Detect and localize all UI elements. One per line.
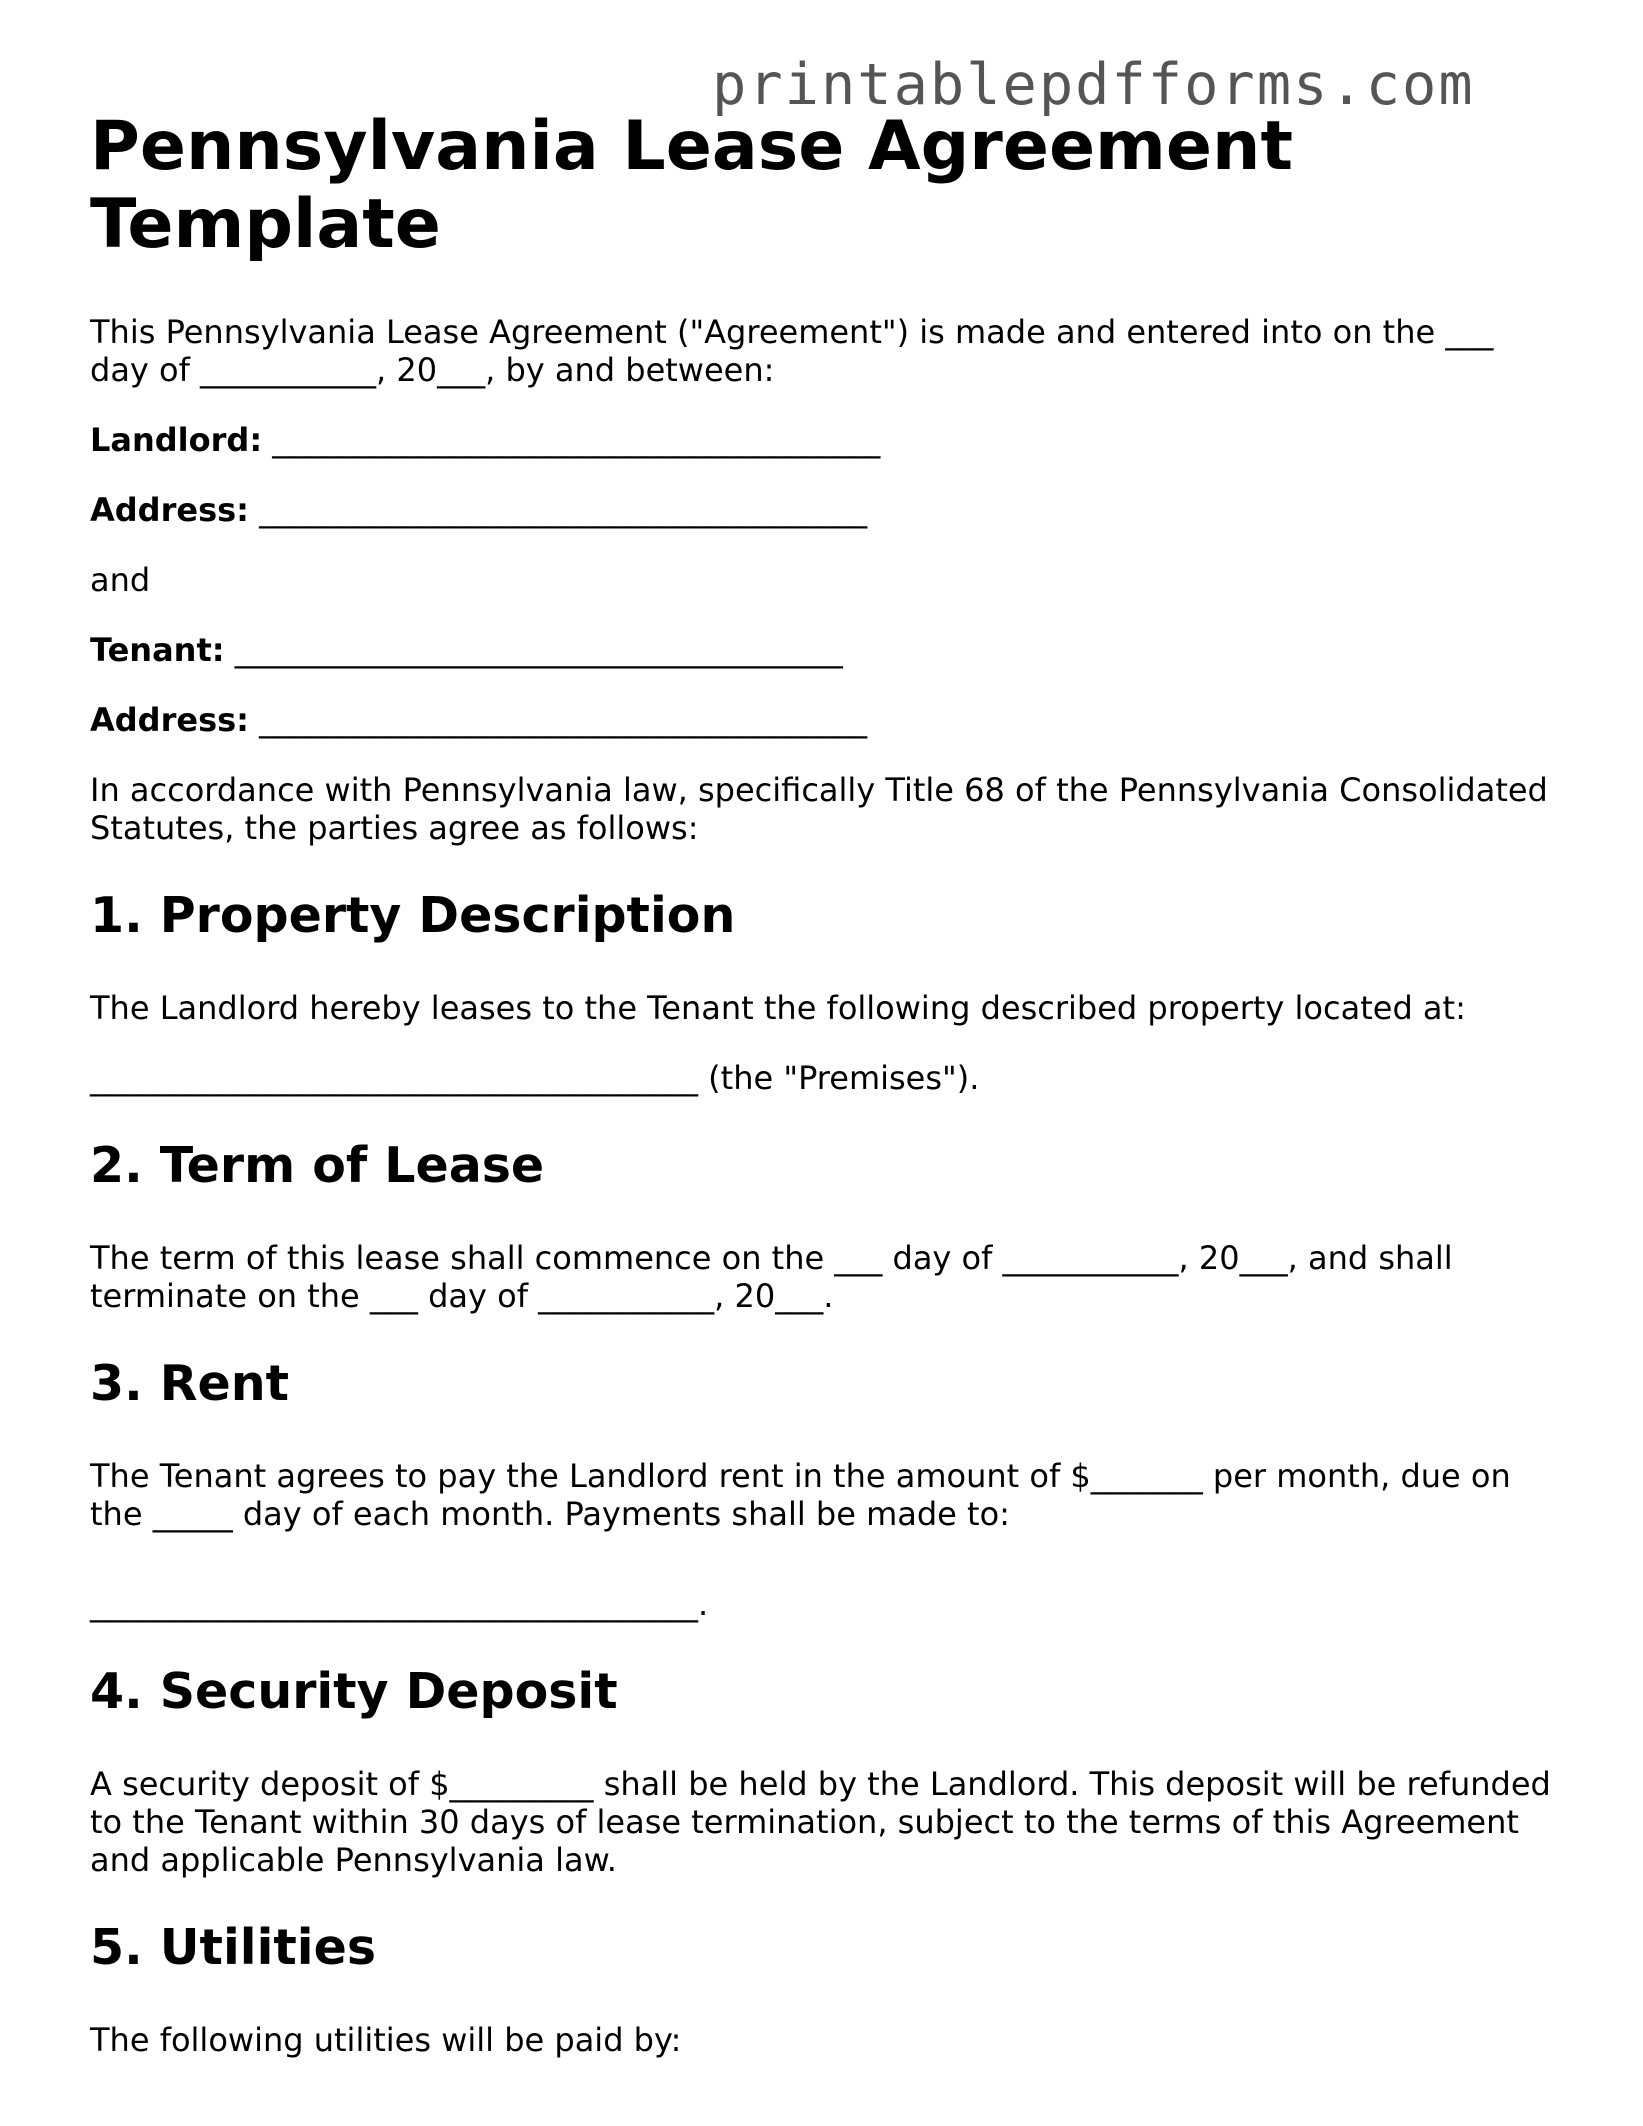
tenant-field [90,631,1560,669]
section-heading-deposit: 4. Security Deposit [90,1663,618,1720]
tenant-address-blank: ______________________________________ [248,701,868,739]
property-paragraph: The Landlord hereby leases to the Tenant the following described property located at: [90,989,1466,1027]
deposit-paragraph: A security deposit of $_________ shall be held by the Landlord. This deposit will be refunded to the Tenant within 30 days of lease termination, subject to the terms of this Agreement and applicable Pennsylvania law. [90,1765,1551,1879]
and-text: and [90,561,151,599]
section-heading-term: 2. Term of Lease [90,1137,545,1194]
tenant-address-label: Address: [90,701,249,739]
tenant-address-field [90,701,1560,739]
utilities-paragraph: The following utilities will be paid by: [90,2021,682,2059]
term-paragraph: The term of this lease shall commence on the ___ day of ___________, 20___, and shall terminate on the ___ day of ___________, 20___. [90,1239,1453,1315]
tenant-label: Tenant: [90,631,225,669]
document-page [90,108,1560,2059]
premises-blank-line: ______________________________________ (the "Premises"). [90,1059,980,1097]
document-title: Pennsylvania Lease Agreement Template [90,107,1293,264]
landlord-address-label: Address: [90,491,249,529]
landlord-label: Landlord: [90,421,263,459]
landlord-address-blank: ______________________________________ [248,491,868,529]
intro-paragraph: This Pennsylvania Lease Agreement ("Agreement") is made and entered into on the ___ day of ___________, 20___, by and between: [90,313,1494,389]
section-heading-utilities: 5. Utilities [90,1919,376,1976]
rent-paragraph: The Tenant agrees to pay the Landlord rent in the amount of $_______ per month, due on the _____ day of each month. Payments shall be made to: [90,1457,1511,1533]
landlord-address-field [90,491,1560,529]
watermark: printablepdfforms.com [712,52,1475,118]
payee-blank-line: ______________________________________. [90,1585,709,1623]
section-heading-rent: 3. Rent [90,1355,290,1412]
section-heading-property: 1. Property Description [90,887,736,944]
tenant-blank: ______________________________________ [224,631,843,669]
landlord-blank: ______________________________________ [262,421,881,459]
accordance-paragraph: In accordance with Pennsylvania law, specifically Title 68 of the Pennsylvania Consolidated Statutes, the parties agree as follows: [90,771,1548,847]
landlord-field [90,421,1560,459]
